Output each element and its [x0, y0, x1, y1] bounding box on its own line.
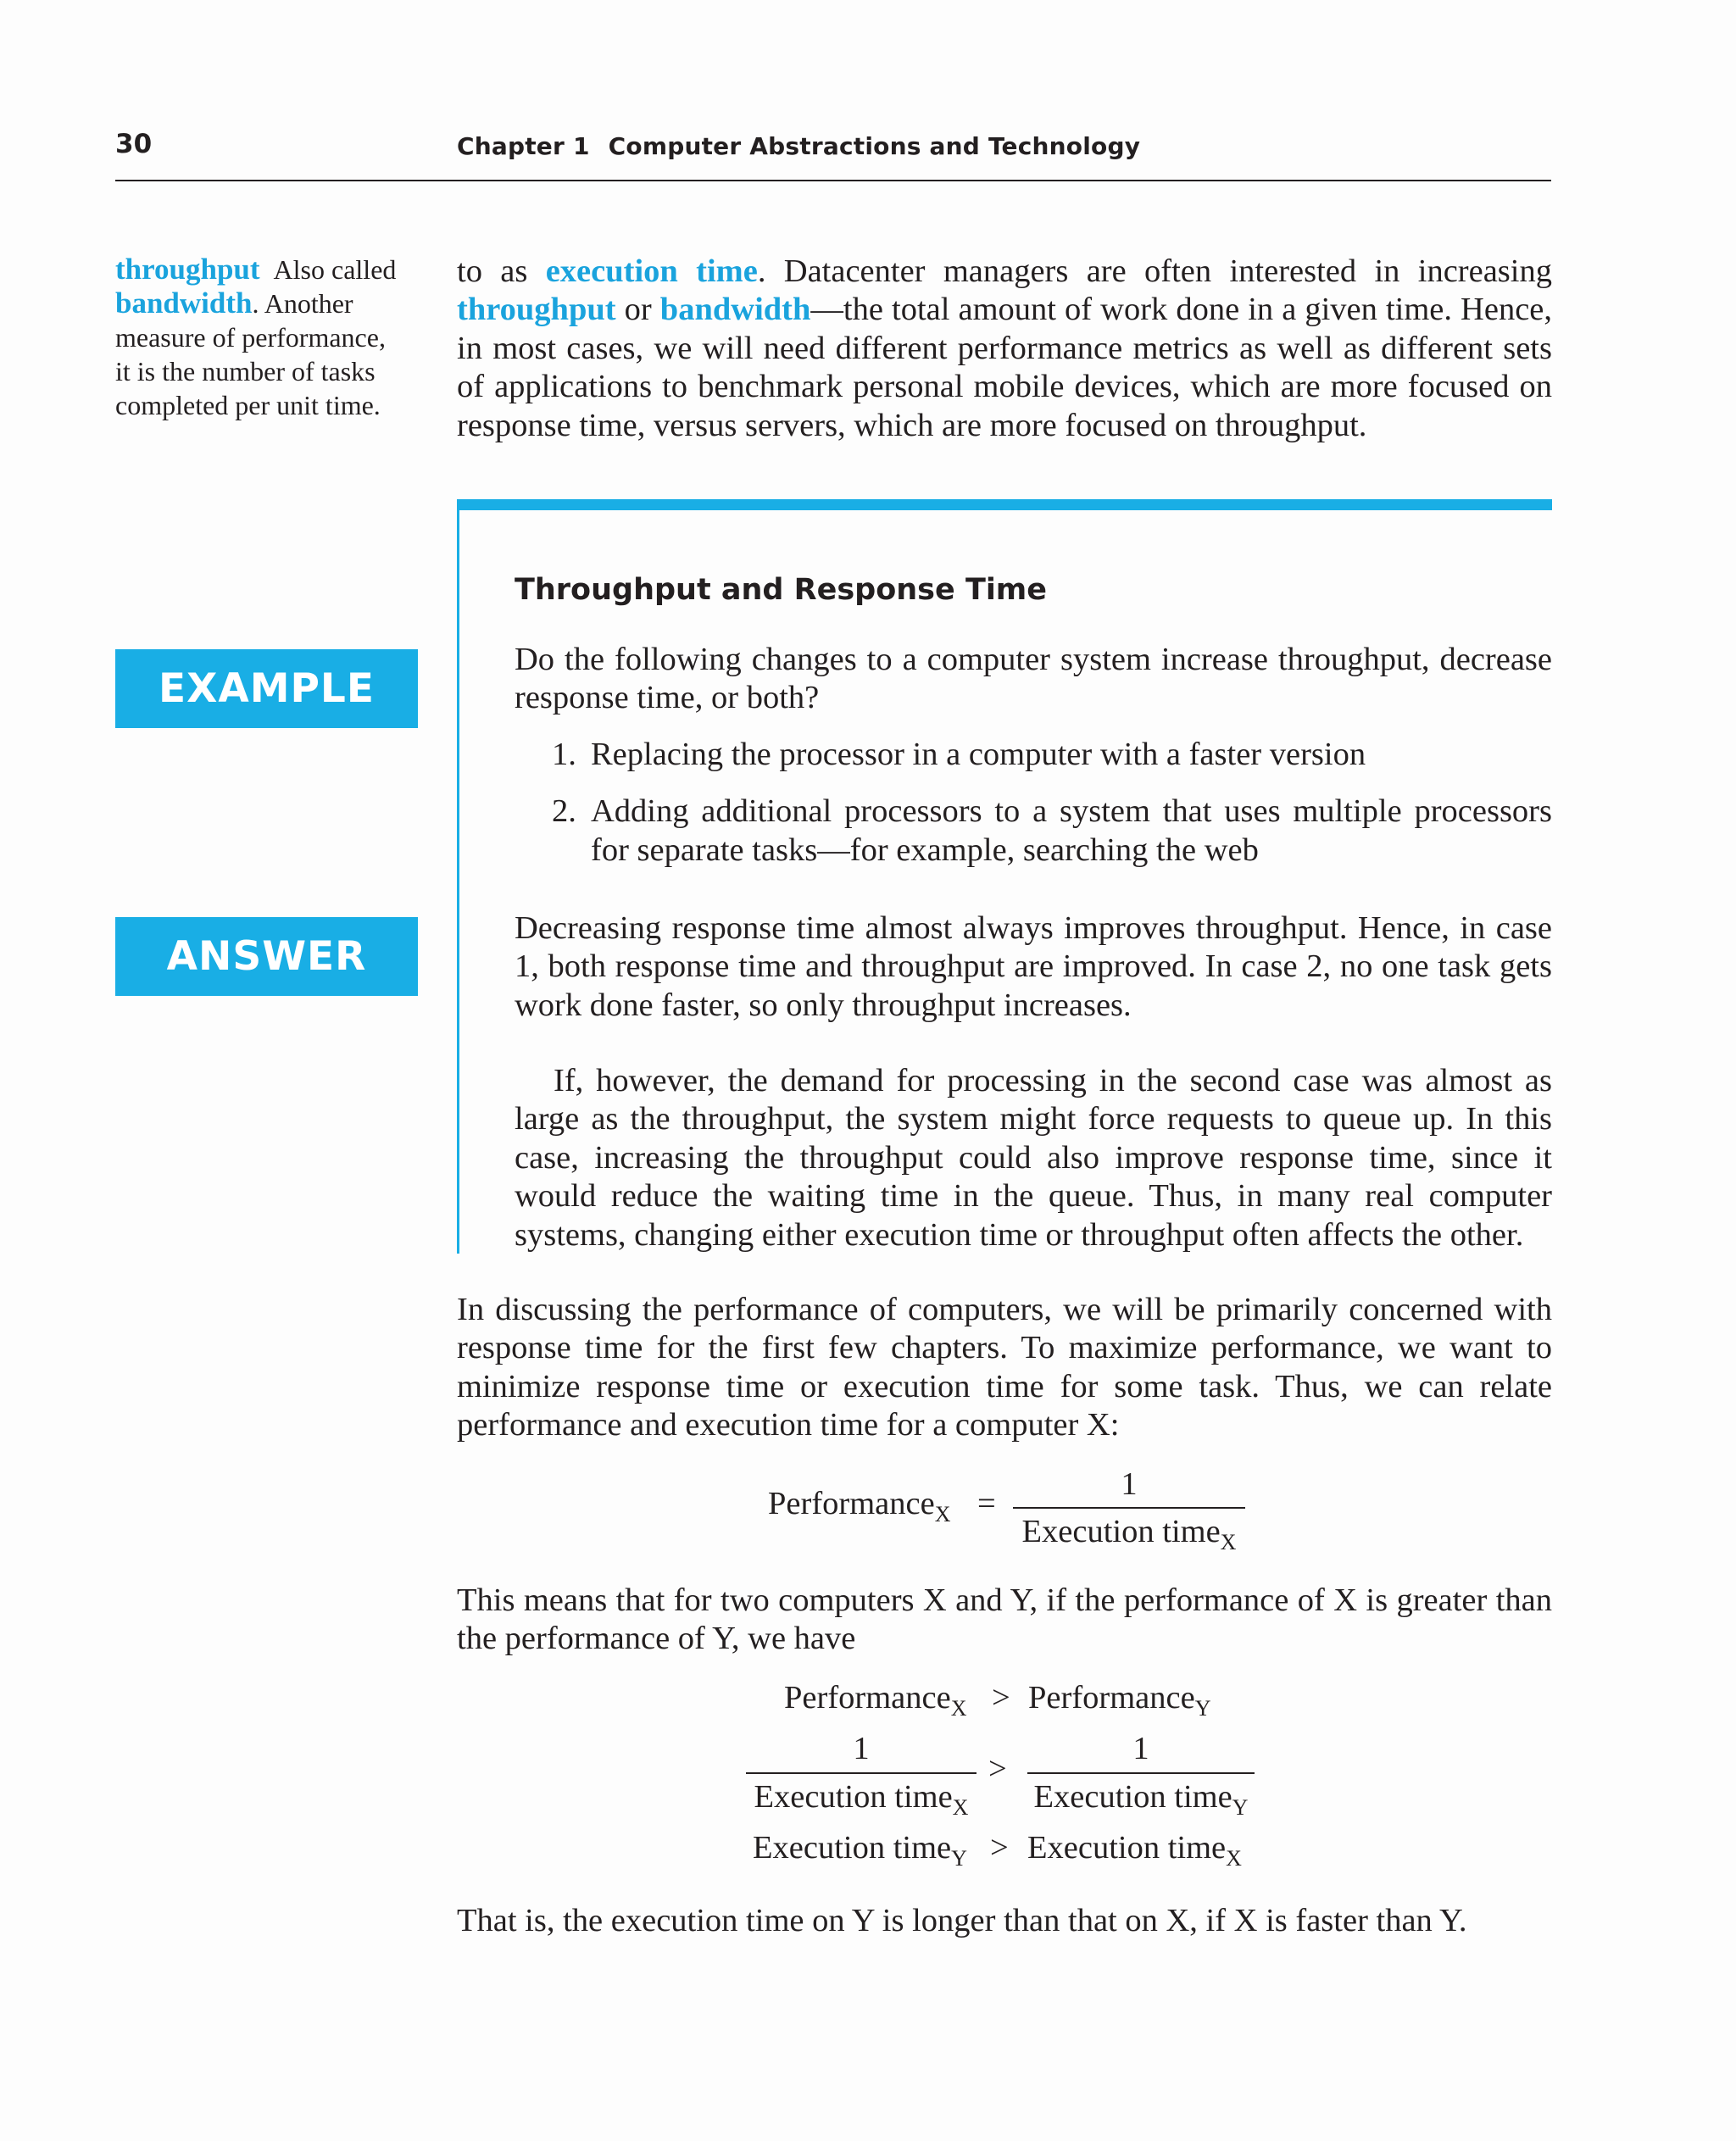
glossary-alt-term: bandwidth	[115, 286, 253, 320]
answer-paragraph-1: Decreasing response time almost always improves throughput. Hence, in case 1, both response time and throughput are improved. In case 2, no one task gets work done faster, so only throughput increases.	[515, 910, 1552, 1023]
example-box-top-bar	[457, 499, 1552, 510]
eq2-row1-rhs: Performance$_Y$	[1028, 1680, 1211, 1721]
eq2-row2-left-denominator: Execution time$_X$	[754, 1779, 969, 1820]
eq2-row3-rhs: Execution time$_X$	[1027, 1830, 1242, 1871]
list-item: 1. Replacing the processor in a computer with a faster version	[552, 737, 1366, 772]
glossary-term: throughput	[115, 253, 260, 286]
list-item: 2. Adding additional processors to a system that uses multiple processors for separate tasks—for example, searching the web	[552, 793, 1552, 868]
eq1-equals: =	[977, 1486, 996, 1521]
eq2-row2-right-bar	[1027, 1772, 1255, 1774]
eq1-denominator: Execution time$_X$	[1021, 1514, 1237, 1554]
eq2-row1-lhs: Performance$_X$	[784, 1680, 967, 1721]
eq1-lhs: Performance$_X$	[768, 1486, 951, 1527]
answer-paragraph-2: If, however, the demand for processing in the second case was almost as large as the throughput, the system might force requests to queue up. In this case, increasing the throughput could also improve response time, since it would reduce the waiting time in the queue. Thus, in many real computer systems, changing either execution time or throughput often affects the other.	[515, 1063, 1552, 1253]
example-label: EXAMPLE	[115, 649, 418, 728]
term-throughput: throughput	[457, 292, 616, 328]
eq2-row2-right-denominator: Execution time$_Y$	[1033, 1779, 1249, 1820]
eq2-row1-gt: >	[992, 1680, 1010, 1716]
example-list	[552, 736, 1552, 888]
example-box-left-rule	[457, 499, 459, 1254]
comparison-paragraph: This means that for two computers X and Y, if the performance of X is greater than the performance of Y, we have	[457, 1582, 1552, 1657]
page-number: 30	[115, 129, 153, 159]
glossary-definition: throughput Also called bandwidth. Another measure of performance, it is the number of tasks completed per unit time.	[115, 253, 397, 420]
eq2-row2-left-bar	[746, 1772, 976, 1774]
chapter-label: Chapter 1	[457, 132, 590, 160]
eq2-row3-lhs: Execution time$_Y$	[753, 1830, 967, 1871]
eq2-row3-gt: >	[990, 1830, 1009, 1866]
eq2-row2-gt: >	[988, 1751, 1007, 1787]
term-execution-time: execution time	[545, 253, 758, 289]
discussion-paragraph: In discussing the performance of computers, we will be primarily concerned with response time for the first few chapters. To maximize performance, we want to minimize response time or execution time for some task. Thus, we can relate performance and execution time for a computer X:	[457, 1292, 1552, 1443]
eq2-row2-left-numerator: 1	[853, 1731, 870, 1766]
example-title: Throughput and Response Time	[515, 573, 1048, 607]
conclusion-paragraph: That is, the execution time on Y is longer than that on X, if X is faster than Y.	[457, 1903, 1467, 1938]
eq1-numerator: 1	[1121, 1466, 1138, 1502]
header-rule	[115, 180, 1551, 181]
intro-paragraph: to as execution time. Datacenter managers are often interested in increasing throughput or bandwidth—the total amount of work done in a given time. Hence, in most cases, we will need different performance metrics as well as different sets of applications to benchmark personal mobile devices, which are more focused on response time, versus servers, which are more focused on throughput.	[457, 253, 1552, 443]
eq1-fraction-bar	[1013, 1507, 1245, 1509]
example-question: Do the following changes to a computer system increase throughput, decrease response time, or both?	[515, 642, 1552, 716]
term-bandwidth: bandwidth	[659, 292, 811, 328]
chapter-title: Computer Abstractions and Technology	[608, 132, 1141, 160]
running-title	[457, 132, 1140, 160]
answer-label: ANSWER	[115, 917, 418, 996]
eq2-row2-right-numerator: 1	[1132, 1731, 1149, 1766]
